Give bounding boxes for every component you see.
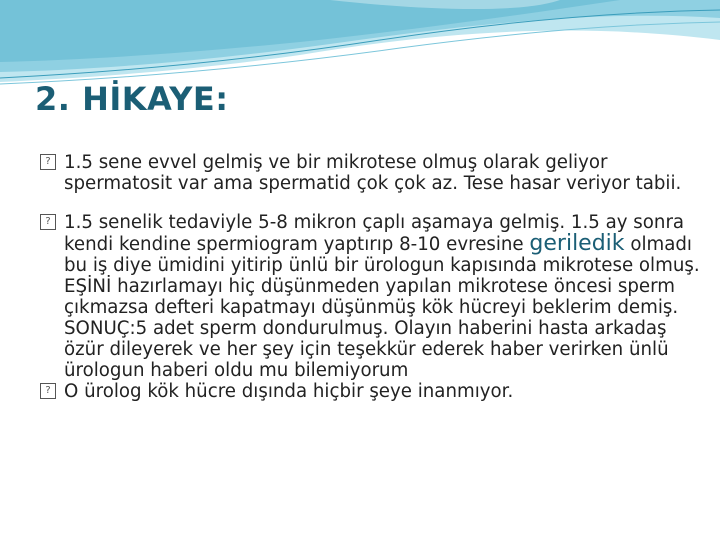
paragraph-2-text-after: olmadı bu iş diye ümidini yitirip ünlü bir ürologun kapısında mikrotese olmuş. EŞİNİ hazırlamayı hiç düşünmeden yapılan mikrotese öncesi sperm çıkmazsa defteri kapatmayı düşünmüş kök hücreyi beklerim demiş. SONUÇ:5 adet sperm dondurulmuş. Olayın haberini hasta arkadaş özür dileyerek ve her şey için teşekkür ederek haber verirken ünlü ürologun haberi oldu mu bilemiyorum [64,234,700,381]
slide-body [40,152,700,402]
paragraph-1-text: 1.5 sene evvel gelmiş ve bir mikrotese olmuş olarak geliyor spermatosit var ama spermatid çok çok az. Tese hasar veriyor tabii. [64,152,682,194]
paragraph-2-text-before: 1.5 senelik tedaviyle 5-8 mikron çaplı aşamaya gelmiş. 1.5 ay sonra kendi kendine spermiogram yaptırıp 8-10 evresine [64,212,685,255]
bullet-icon: ? [40,214,56,230]
paragraph-2-emphasis: geriledik [529,231,625,256]
bullet-icon: ? [40,383,56,399]
paragraph-2 [40,212,700,381]
bullet-icon: ? [40,154,56,170]
paragraph-3 [40,381,700,402]
paragraph-3-text: O ürolog kök hücre dışında hiçbir şeye inanmıyor. [64,381,514,402]
slide-title: 2. HİKAYE: [35,80,229,118]
paragraph-1 [40,152,700,194]
header-wave-decoration [0,0,720,90]
